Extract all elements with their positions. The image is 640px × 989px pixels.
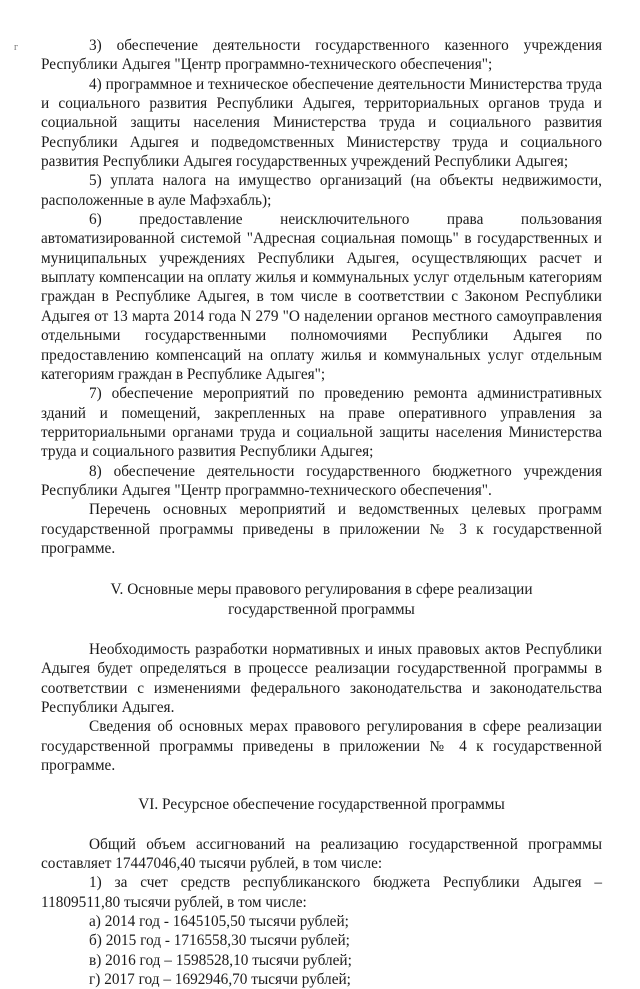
section-heading-v: V. Основные меры правового регулирования в сфере реализации государственной программы [110, 581, 533, 618]
document-page [41, 36, 602, 989]
year-item-2014: а) 2014 год - 1645105,50 тысячи рублей; [89, 913, 349, 931]
paragraph-item-5: 5) уплата налога на имущество организаций (на объекты недвижимости, расположенные в ауле Мафэхабль); [41, 172, 602, 209]
paragraph-republican-budget: 1) за счет средств республиканского бюджета Республики Адыгея – 11809511,80 тысячи рублей, в том числе: [41, 874, 602, 911]
paragraph-item-6: 6) предоставление неисключительного права пользования автоматизированной системой "Адресная социальная помощь" в государственных и муниципальных учреждениях Республики Адыгея, осуществляющих расчет и выплату компенсации на оплату жилья и коммунальных услуг отдельным категориям граждан в Республике Адыгея, в том числе в соответствии с Законом Республики Адыгея от 13 марта 2014 года N 279 "О наделении органов местного самоуправления отдельными государственными полномочиями Республики Адыгея по предоставлению компенсаций на оплату жилья и коммунальных услуг отдельным категориям граждан в Республике Адыгея"; [41, 211, 602, 383]
paragraph-item-8: 8) обеспечение деятельности государственного бюджетного учреждения Республики Адыгея "Центр программно-технического обеспечения". [41, 462, 602, 499]
paragraph-item-4: 4) программное и техническое обеспечение деятельности Министерства труда и социального развития Республики Адыгея, территориальных органов труда и социальной защиты населения Министерства труда и социального развития Республики Адыгея и подведомственных Министерству труда и социального развития Республики Адыгея государственных учреждений Республики Адыгея; [41, 75, 602, 171]
paragraph-measures-list: Перечень основных мероприятий и ведомственных целевых программ государственной программы приведены в приложении № 3 к государственной программе. [41, 501, 602, 557]
spacer [41, 815, 602, 835]
paragraph-item-3: 3) обеспечение деятельности государственного казенного учреждения Республики Адыгея "Центр программно-технического обеспечения"; [41, 37, 602, 74]
paragraph-legal-acts: Необходимость разработки нормативных и иных правовых актов Республики Адыгея будет определяться в процессе реализации государственной программы в соответствии с изменениями федерального законодательства и законодательства Республики Адыгея. [41, 640, 602, 716]
spacer [41, 775, 602, 795]
paragraph-total-funding: Общий объем ассигнований на реализацию государственной программы составляет 17447046,40 тысячи рублей, в том числе: [41, 835, 602, 873]
paragraph-item-7: 7) обеспечение мероприятий по проведению ремонта административных зданий и помещений, закрепленных на праве оперативного управления за территориальными органами труда и социальной защиты населения Министерства труда и социального развития Республики Адыгея; [41, 385, 602, 461]
year-item-2016: в) 2016 год – 1598528,10 тысячи рублей; [89, 951, 352, 969]
year-item-2015: б) 2015 год - 1716558,30 тысячи рублей; [89, 932, 350, 950]
spacer [41, 558, 602, 580]
paragraph-legal-info: Сведения об основных мерах правового регулирования в сфере реализации государственной программы приведены в приложении № 4 к государственной программе. [41, 718, 602, 775]
spacer [41, 619, 602, 640]
year-item-2017: г) 2017 год – 1692946,70 тысячи рублей; [89, 971, 351, 989]
section-heading-vi: VI. Ресурсное обеспечение государственной программы [138, 796, 505, 814]
margin-mark: г [14, 42, 19, 53]
